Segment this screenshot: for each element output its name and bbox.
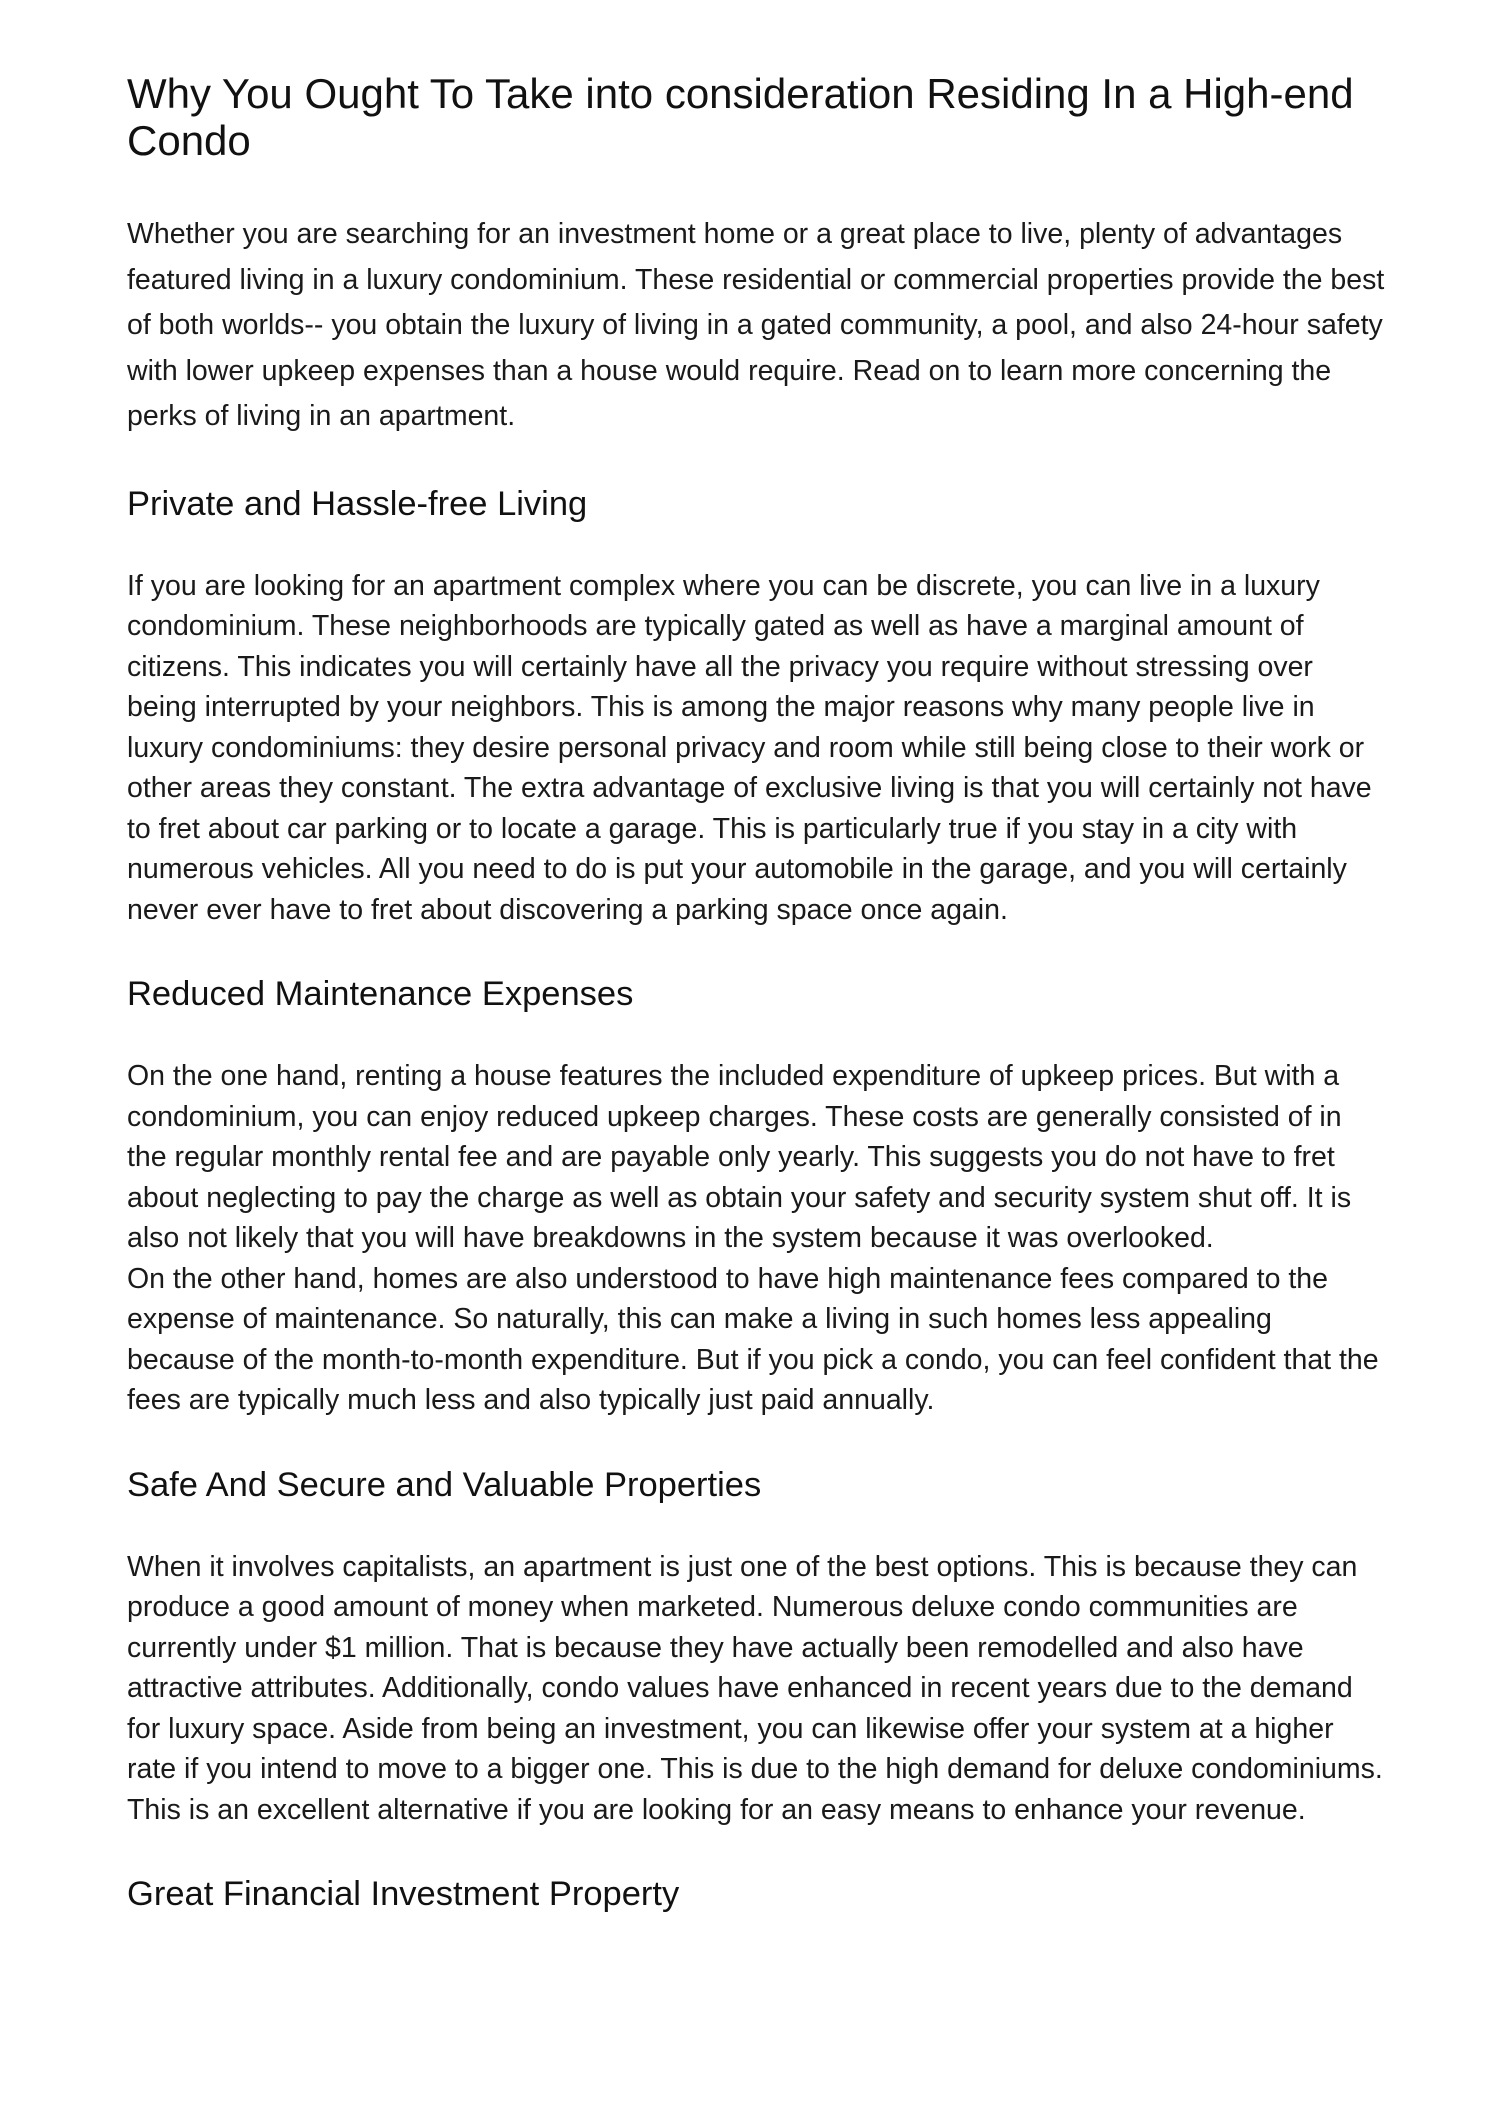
document-page: [127, 70, 1387, 1914]
section-paragraph: On the one hand, renting a house features the included expenditure of upkeep prices. But with a condominium, you can enjoy reduced upkeep charges. These costs are generally consisted of in the regular monthly rental fee and are payable only yearly. This suggests you do not have to fret about neglecting to pay the charge as well as obtain your safety and security system shut off. It is also not likely that you will have breakdowns in the system because it was overlooked.: [127, 1060, 1352, 1254]
section-heading: Safe And Secure and Valuable Properties: [127, 1465, 762, 1504]
section-paragraph: When it involves capitalists, an apartment is just one of the best options. This is because they can produce a good amount of money when marketed. Numerous deluxe condo communities are currently under $1 million. That is because they have actually been remodelled and also have attractive attributes. Additionally, condo values have enhanced in recent years due to the demand for luxury space. Aside from being an investment, you can likewise offer your system at a higher rate if you intend to move to a bigger one. This is due to the high demand for deluxe condominiums. This is an excellent alternative if you are looking for an easy means to enhance your revenue.: [127, 1550, 1383, 1826]
document-title: Why You Ought To Take into consideration Residing In a High-end Condo: [127, 70, 1354, 164]
section-heading: Great Financial Investment Property: [127, 1875, 680, 1913]
section-heading: Private and Hassle-free Living: [127, 484, 588, 523]
section-safe-properties: [127, 1465, 1387, 1831]
section-paragraph: If you are looking for an apartment complex where you can be discrete, you can live in a luxury condominium. These neighborhoods are typically gated as well as have a marginal amount of citizens. This indicates you will certainly have all the privacy you require without stressing over being interrupted by your neighbors. This is among the major reasons why many people live in luxury condominiums: they desire personal privacy and room while still being close to their work or other areas they constant. The extra advantage of exclusive living is that you will certainly not have to fret about car parking or to locate a garage. This is particularly true if you stay in a city with numerous vehicles. All you need to do is put your automobile in the garage, and you will certainly never ever have to fret about discovering a parking space once again.: [127, 569, 1372, 926]
section-private-living: [127, 484, 1387, 931]
section-paragraph: On the other hand, homes are also understood to have high maintenance fees compared to the expense of maintenance. So naturally, this can make a living in such homes less appealing because of the month-to-month expenditure. But if you pick a condo, you can feel confident that the fees are typically much less and also typically just paid annually.: [127, 1262, 1379, 1416]
section-heading: Reduced Maintenance Expenses: [127, 975, 634, 1013]
intro-paragraph: Whether you are searching for an investment home or a great place to live, plenty of advantages featured living in a luxury condominium. These residential or commercial properties provide the best of both worlds-- you obtain the luxury of living in a gated community, a pool, and also 24-hour safety with lower upkeep expenses than a house would require. Read on to learn more concerning the perks of living in an apartment.: [127, 218, 1385, 432]
section-investment-property: [127, 1874, 1387, 1914]
section-reduced-maintenance: [127, 974, 1387, 1421]
